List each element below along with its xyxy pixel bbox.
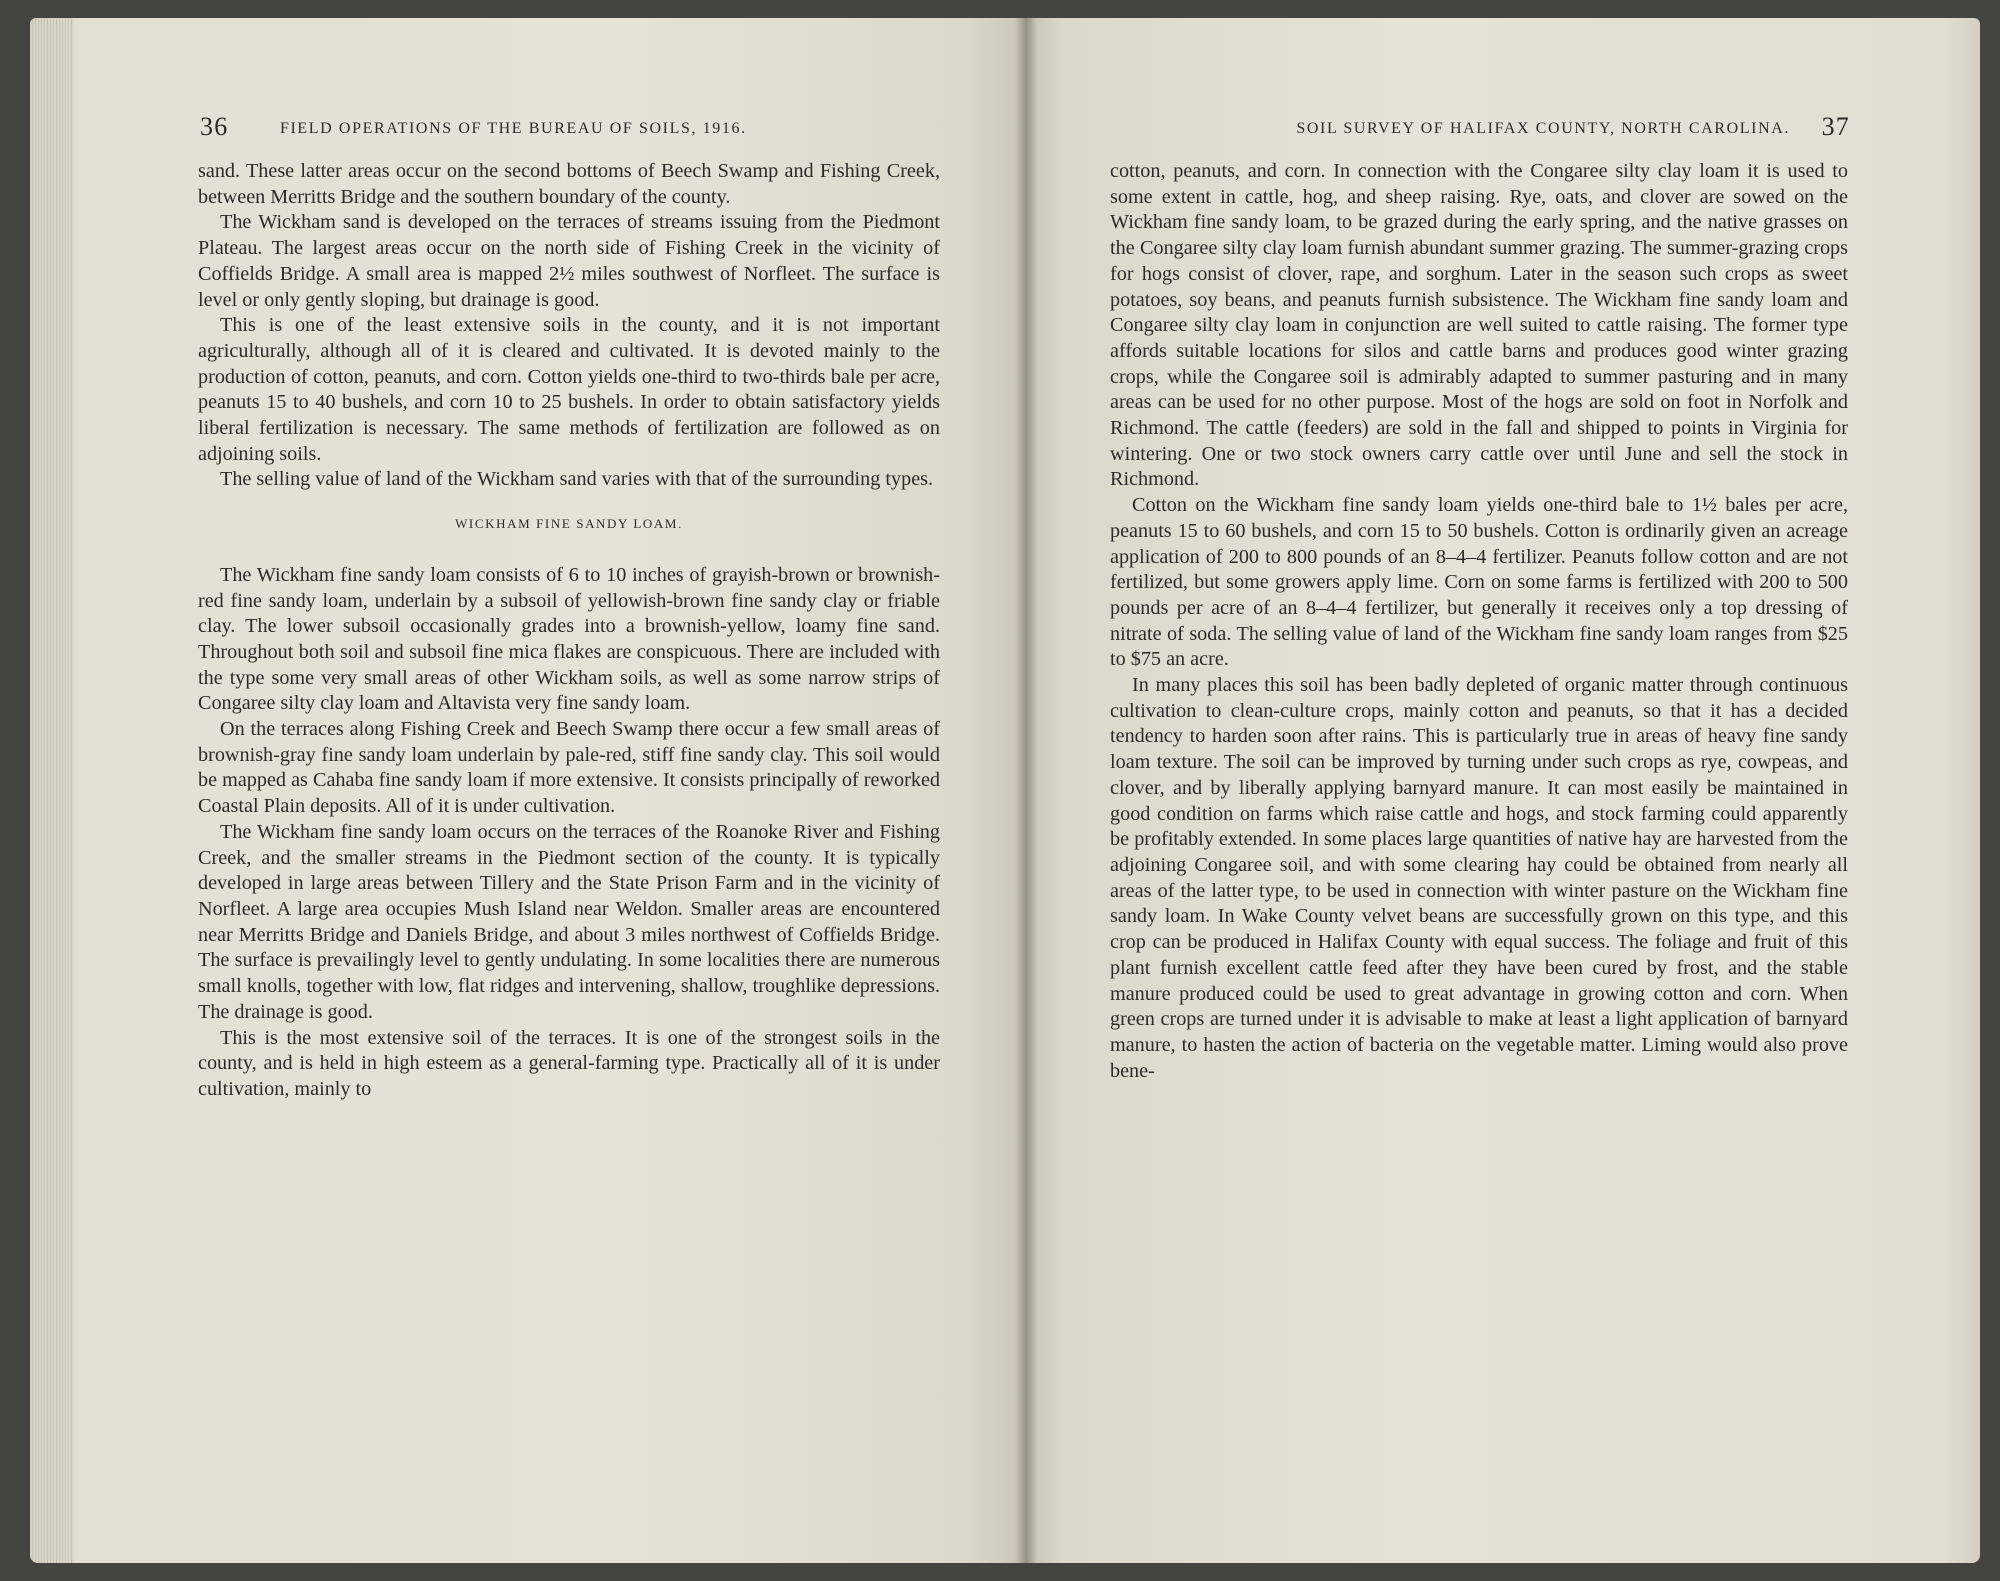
paragraph: sand. These latter areas occur on the second bottoms of Beech Swamp and Fishing Creek, between Merritts Bridge and the southern boundary of the county. (198, 160, 940, 208)
book-gutter (1015, 18, 1037, 1563)
page-number: 37 (1821, 112, 1850, 141)
running-head: FIELD OPERATIONS OF THE BUREAU OF SOILS, 1916. (280, 120, 747, 137)
right-page-body (1110, 159, 1848, 1084)
right-page-header (1110, 112, 1850, 158)
left-page-body (198, 159, 940, 1103)
paragraph: This is one of the least extensive soils in the county, and it is not important agriculturally, although all of it is cleared and cultivated. It is devoted mainly to the production of cotton, peanuts, and corn. Cotton yields one-third to two-thirds bale per acre, peanuts 15 to 40 bushels, and corn 10 to 25 bushels. In order to obtain satisfactory yields liberal fertilization is necessary. The same methods of fertilization are followed as on adjoining soils. (198, 314, 940, 465)
paragraph: The selling value of land of the Wickham sand varies with that of the surrounding types. (220, 468, 934, 491)
open-book (30, 18, 1980, 1563)
left-page-header (200, 112, 940, 158)
paragraph: In many places this soil has been badly depleted of organic matter through continuous cultivation to clean-culture crops, mainly cotton and peanuts, so that it has a decided tendency to harden soon after rains. This is particularly true in areas of heavy fine sandy loam texture. The soil can be improved by turning under such crops as rye, cowpeas, and clover, and by liberally applying barnyard manure. It can most easily be maintained in good condition on farms which raise cattle and hogs, and stock farming could apparently be profitably extended. In some places large quantities of native hay are harvested from the adjoining Congaree soil, and with some clearing hay could be obtained from nearly all areas of the latter type, to be used in connection with winter pasture on the Wickham fine sandy loam. In Wake County velvet beans are successfully grown on this type, and this crop can be produced in Halifax County with equal success. The foliage and fruit of this plant furnish excellent cattle feed after they have been cured by frost, and the stable manure produced could be used to great advantage in growing cotton and corn. When green crops are turned under it is advisable to make at least a light application of barnyard manure, to hasten the action of bacteria on the vegetable matter. Liming would also prove bene- (1110, 674, 1848, 1082)
section-heading: WICKHAM FINE SANDY LOAM. (455, 516, 683, 532)
paragraph: Cotton on the Wickham fine sandy loam yields one-third bale to 1½ bales per acre, peanuts 15 to 60 bushels, and corn 15 to 50 bushels. Cotton is ordinarily given an acreage application of 200 to 800 pounds of an 8–4–4 fertilizer. Peanuts follow cotton and are not fertilized, but some growers apply lime. Corn on some farms is fertilized with 200 to 500 pounds per acre of an 8–4–4 fertilizer, but generally it receives only a top dressing of nitrate of soda. The selling value of land of the Wickham fine sandy loam ranges from $25 to $75 an acre. (1110, 494, 1848, 671)
right-page (1025, 18, 1980, 1563)
paragraph: On the terraces along Fishing Creek and Beech Swamp there occur a few small areas of brownish-gray fine sandy loam underlain by pale-red, stiff fine sandy clay. This soil would be mapped as Cahaba fine sandy loam if more extensive. It consists principally of reworked Coastal Plain deposits. All of it is under cultivation. (198, 718, 940, 818)
paragraph: This is the most extensive soil of the terraces. It is one of the strongest soils in the county, and is held in high esteem as a general-farming type. Practically all of it is under cultivation, mainly to (198, 1026, 940, 1100)
paragraph: cotton, peanuts, and corn. In connection with the Congaree silty clay loam it is used to some extent in cattle, hog, and sheep raising. Rye, oats, and clover are sowed on the Wickham fine sandy loam, to be grazed during the early spring, and the native grasses on the Congaree silty clay loam furnish abundant summer grazing. The summer-grazing crops for hogs consist of clover, rape, and sorghum. Later in the season such crops as sweet potatoes, soy beans, and peanuts furnish subsistence. The Wickham fine sandy loam and Congaree silty clay loam in conjunction are well suited to cattle raising. The former type affords suitable locations for silos and cattle barns and produces good winter grazing crops, while the Congaree soil is admirably adapted to summer pasturing and in many areas can be used for no other purpose. Most of the hogs are sold on foot in Norfolk and Richmond. The cattle (feeders) are sold in the fall and shipped to points in Virginia for wintering. One or two stock owners carry cattle over until June and sell the stock in Richmond. (1110, 160, 1848, 491)
page-number: 36 (200, 112, 229, 141)
running-head: SOIL SURVEY OF HALIFAX COUNTY, NORTH CAROLINA. (1296, 120, 1790, 137)
paragraph: The Wickham fine sandy loam consists of 6 to 10 inches of grayish-brown or brownish-red fine sandy loam, underlain by a subsoil of yellowish-brown fine sandy clay or friable clay. The lower subsoil occasionally grades into a brownish-yellow, loamy fine sand. Throughout both soil and subsoil fine mica flakes are conspicuous. There are included with the type some very small areas of other Wickham soils, as well as some narrow strips of Congaree silty clay loam and Altavista very fine sandy loam. (198, 563, 940, 715)
paragraph: The Wickham sand is developed on the terraces of streams issuing from the Piedmont Plateau. The largest areas occur on the north side of Fishing Creek in the vicinity of Coffields Bridge. A small area is mapped 2½ miles southwest of Norfleet. The surface is level or only gently sloping, but drainage is good. (198, 211, 940, 311)
paragraph: The Wickham fine sandy loam occurs on the terraces of the Roanoke River and Fishing Creek, and the smaller streams in the Piedmont section of the county. It is typically developed in large areas between Tillery and the State Prison Farm and in the vicinity of Norfleet. A large area occupies Mush Island near Weldon. Smaller areas are encountered near Merritts Bridge and Daniels Bridge, and about 3 miles northwest of Coffields Bridge. The surface is prevailingly level to gently undulating. In some localities there are numerous small knolls, together with low, flat ridges and intervening, shallow, troughlike depressions. The drainage is good. (198, 820, 940, 1023)
left-page (30, 18, 1025, 1563)
page-edge-stack (30, 18, 74, 1563)
